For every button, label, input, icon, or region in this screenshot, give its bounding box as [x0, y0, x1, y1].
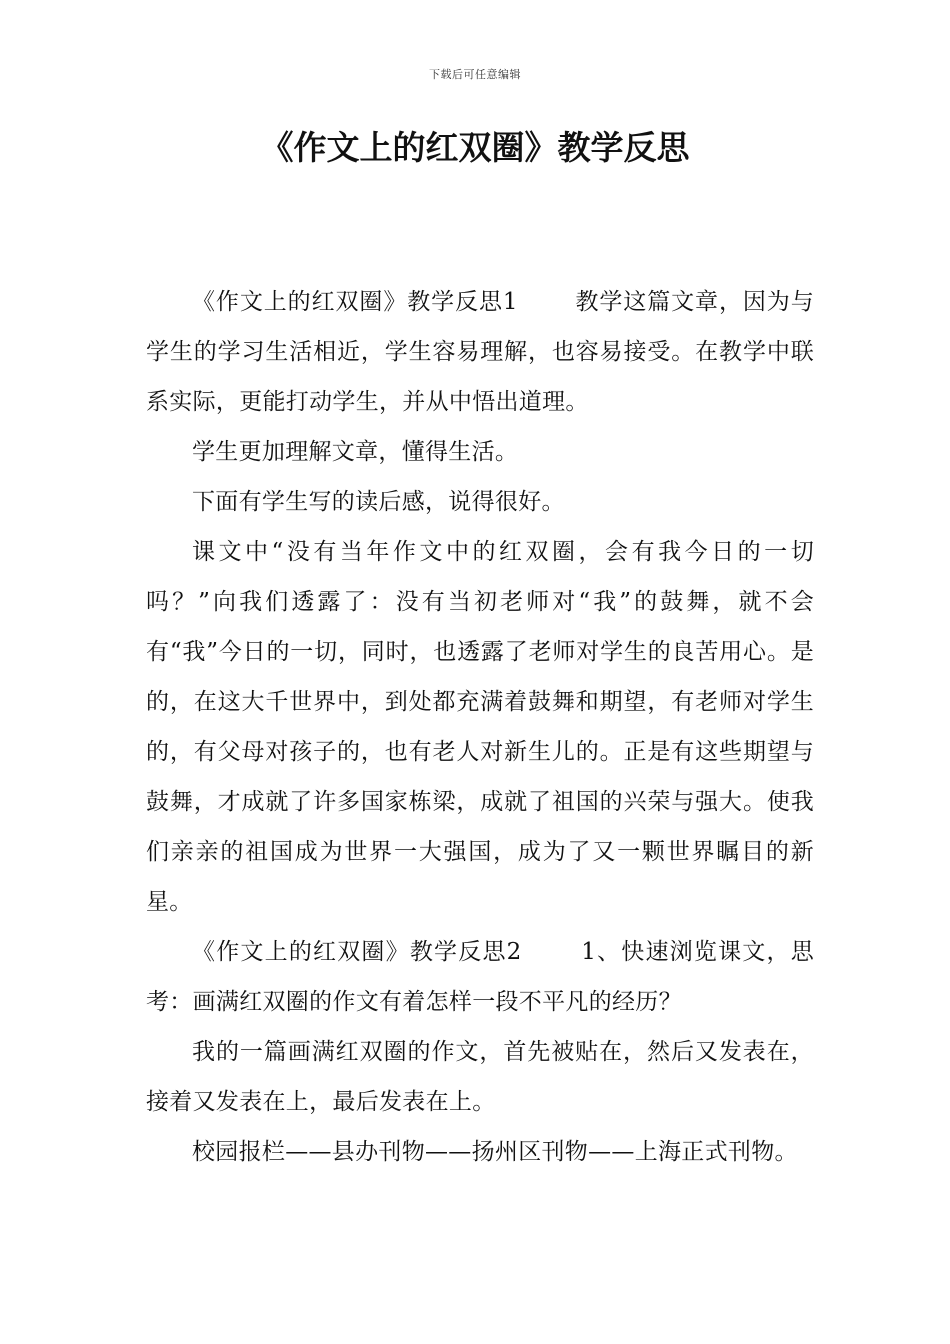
header-note: 下载后可任意编辑: [429, 68, 521, 81]
paragraph-2: [146, 427, 814, 477]
paragraph-5: [146, 927, 814, 1027]
paragraph-text: 下面有学生写的读后感，说得很好。: [192, 489, 565, 515]
paragraph-4: [146, 527, 814, 927]
paragraph-7: [146, 1127, 814, 1177]
paragraph-1: [146, 277, 814, 427]
paragraph-3: [146, 477, 814, 527]
document-title: 《作文上的红双圈》教学反思: [260, 128, 690, 167]
section-heading-1: 《作文上的红双圈》教学反思1: [192, 289, 518, 315]
paragraph-text: 教学这篇文章，因为与学生的学习生活相近，学生容易理解，也容易接受。在教学中联系实际，更能打动学生，并从中悟出道理。: [146, 289, 815, 415]
section-heading-2: 《作文上的红双圈》教学反思2: [192, 939, 522, 965]
paragraph-text: 校园报栏——县办刊物——扬州区刊物——上海正式刊物。: [192, 1139, 798, 1165]
paragraph-text: 学生更加理解文章，懂得生活。: [192, 439, 519, 465]
paragraph-6: [146, 1027, 814, 1127]
paragraph-text: 课文中“没有当年作文中的红双圈，会有我今日的一切吗？”向我们透露了：没有当初老师对“我”的鼓舞，就不会有“我”今日的一切，同时，也透露了老师对学生的良苦用心。是的，在这大千世界中，到处都充满着鼓舞和期望，有老师对学生的，有父母对孩子的，也有老人对新生儿的。正是有这些期望与鼓舞，才成就了许多国家栋梁，成就了祖国的兴荣与强大。使我们亲亲的祖国成为世界一大强国，成为了又一颗世界瞩目的新星。: [146, 539, 814, 915]
paragraph-text: 我的一篇画满红双圈的作文，首先被贴在，然后又发表在，接着又发表在上，最后发表在上。: [146, 1039, 814, 1115]
paragraph-text: 1、快速浏览课文，思考：画满红双圈的作文有着怎样一段不平凡的经历？: [146, 939, 814, 1015]
document-body: [146, 277, 814, 1177]
